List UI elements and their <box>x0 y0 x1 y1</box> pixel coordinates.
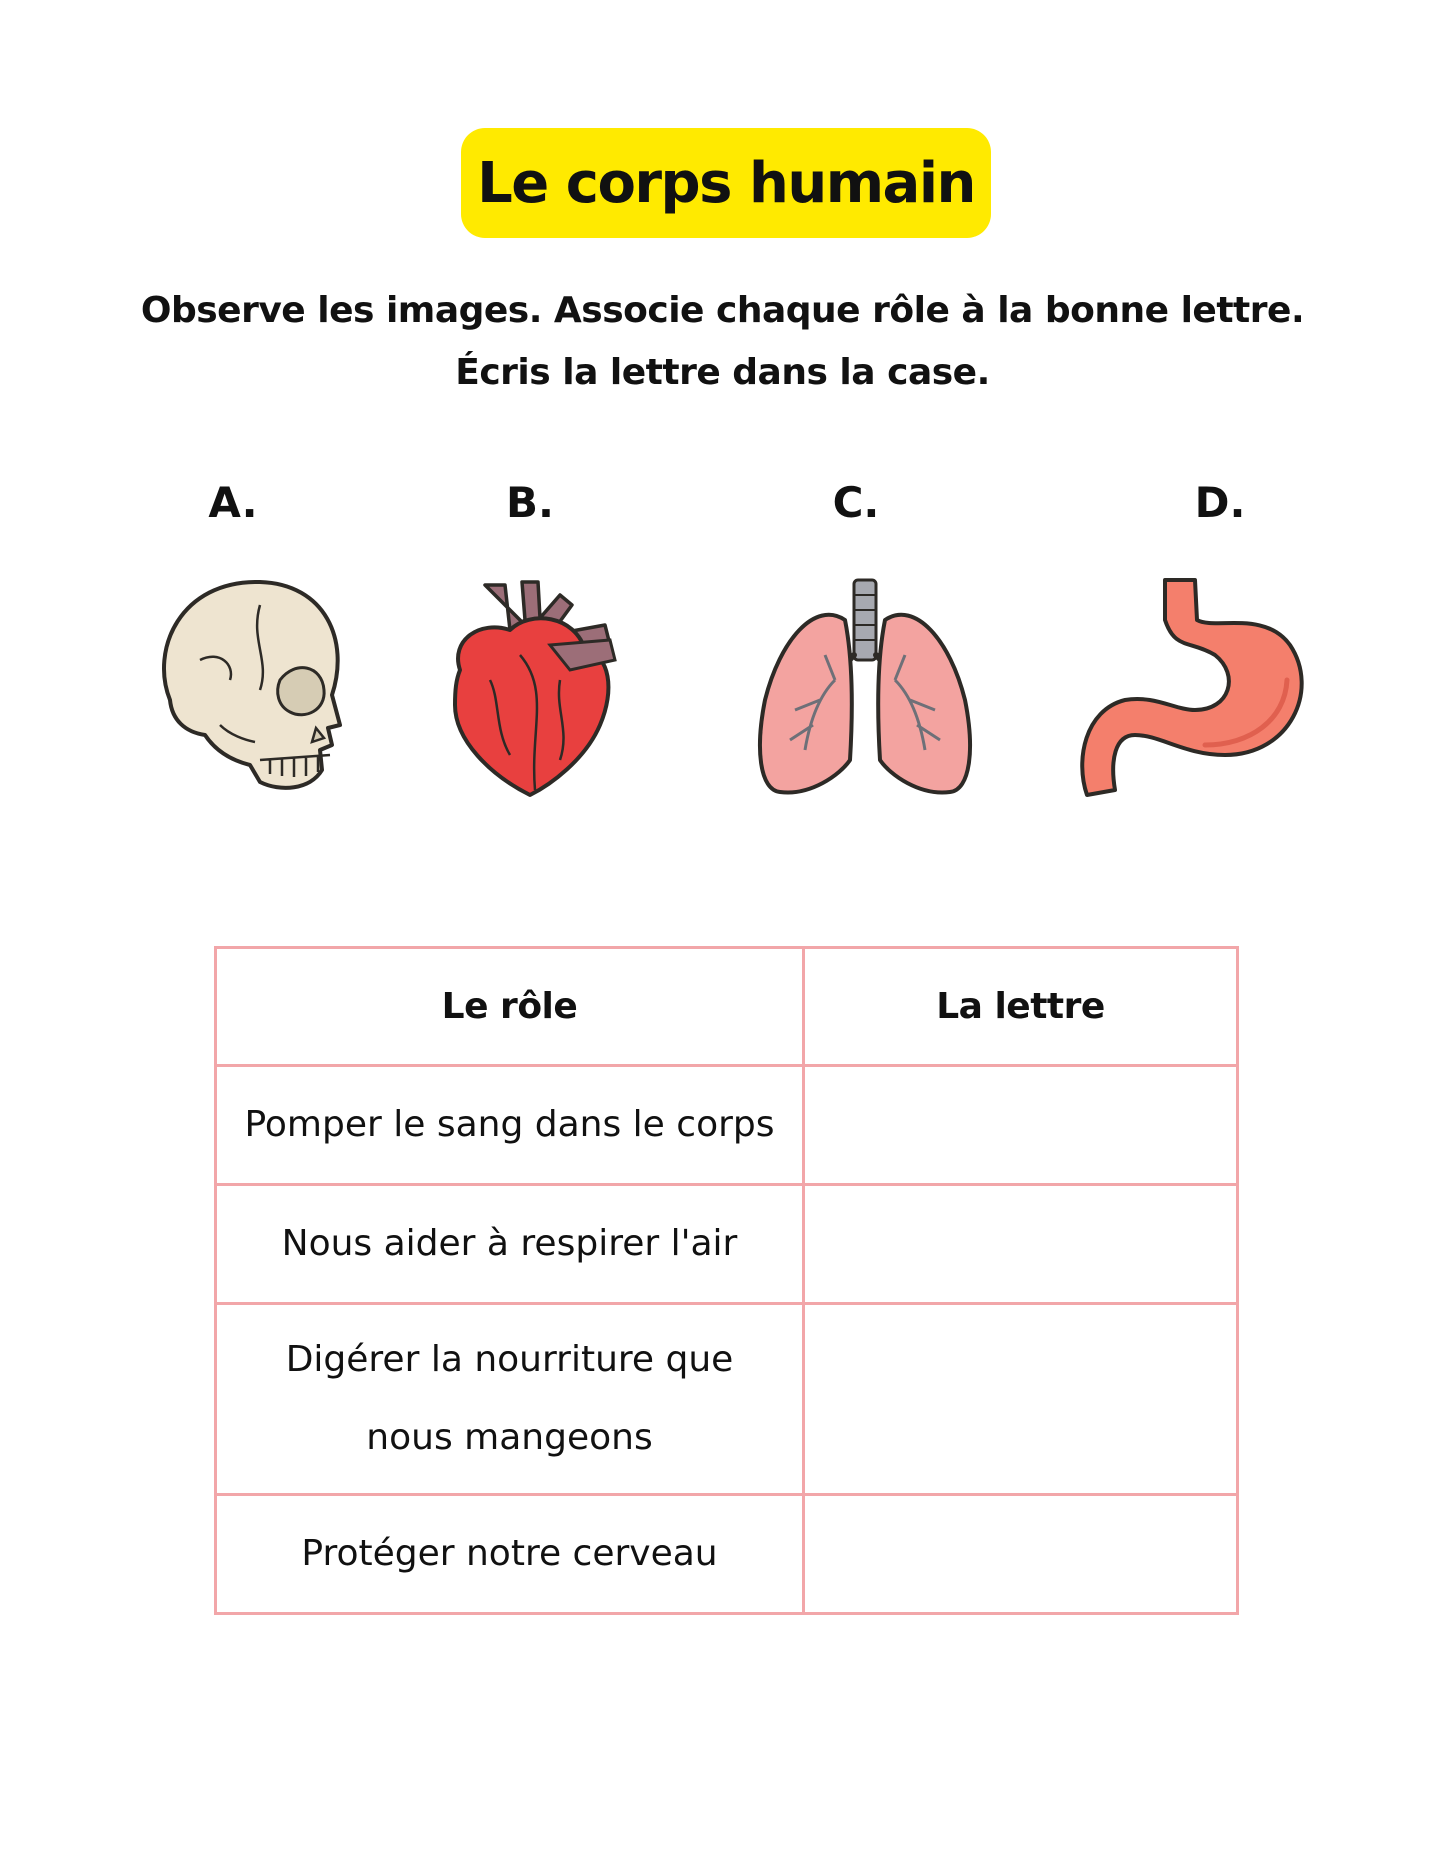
page-title: Le corps humain <box>477 150 975 216</box>
lungs-icon <box>735 560 995 820</box>
role-line-1: Digérer la nourriture que <box>285 1339 734 1380</box>
table-row <box>216 1304 1238 1495</box>
instruction-line-1: Observe les images. Associe chaque rôle à la bonne lettre. <box>140 290 1305 331</box>
table-row <box>216 1495 1238 1614</box>
header-role: Le rôle <box>216 948 804 1066</box>
letter-d-label: D. <box>1194 478 1246 527</box>
role-cell: Nous aider à respirer l'air <box>216 1185 804 1304</box>
answer-box[interactable] <box>804 1304 1238 1495</box>
answer-box[interactable] <box>804 1495 1238 1614</box>
table-row <box>216 1185 1238 1304</box>
table-header-row <box>216 948 1238 1066</box>
roles-table <box>214 946 1239 1615</box>
role-cell: Protéger notre cerveau <box>216 1495 804 1614</box>
table-row <box>216 1066 1238 1185</box>
instructions <box>0 280 1445 404</box>
letter-a-label: A. <box>208 478 258 527</box>
role-cell <box>216 1304 804 1495</box>
letter-c-label: C. <box>832 478 880 527</box>
answer-box[interactable] <box>804 1066 1238 1185</box>
header-letter: La lettre <box>804 948 1238 1066</box>
role-cell: Pomper le sang dans le corps <box>216 1066 804 1185</box>
instruction-line-2: Écris la lettre dans la case. <box>455 352 990 393</box>
letter-b-label: B. <box>506 478 554 527</box>
stomach-icon <box>1065 560 1325 820</box>
title-banner <box>461 128 991 238</box>
answer-box[interactable] <box>804 1185 1238 1304</box>
skull-icon <box>110 560 370 820</box>
role-line-2: nous mangeons <box>366 1417 653 1458</box>
heart-icon <box>410 560 670 820</box>
